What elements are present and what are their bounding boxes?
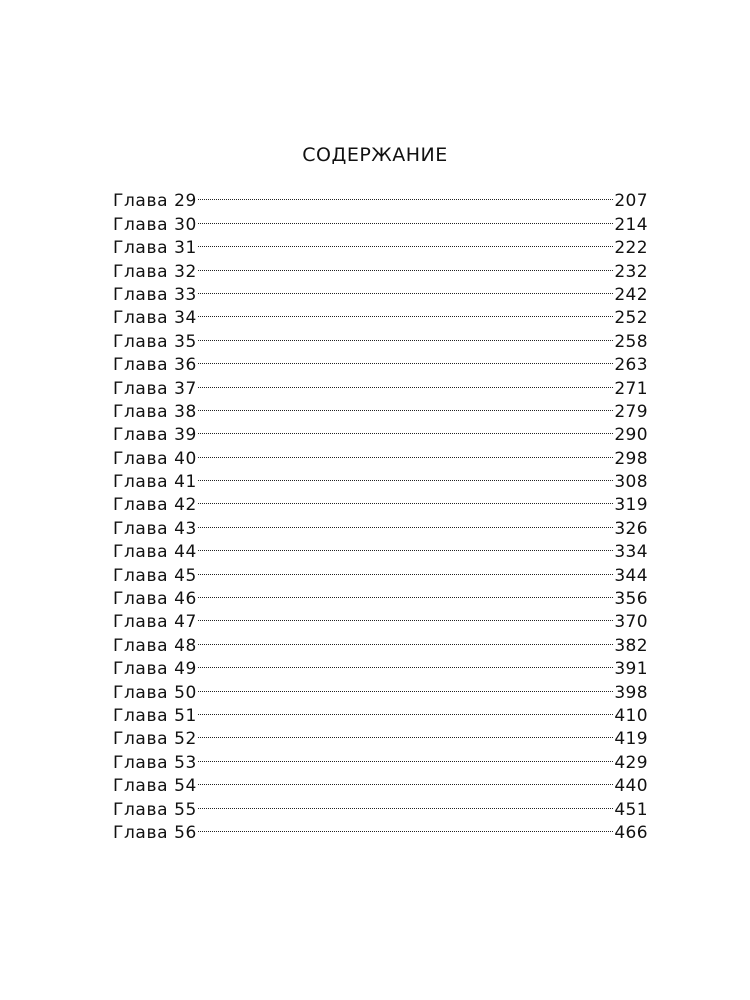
toc-entry-page-number: 271 (614, 378, 648, 399)
dot-leader (198, 183, 613, 206)
toc-entry-page-number: 419 (614, 729, 648, 750)
toc-entry-label: Глава 30 (113, 214, 197, 235)
toc-entry-label: Глава 33 (113, 284, 197, 305)
toc-entry-page-number: 334 (614, 542, 648, 563)
dot-leader (198, 674, 613, 697)
toc-entry-page-number: 326 (614, 518, 648, 539)
dot-leader (198, 300, 613, 323)
toc-entry-page-number: 222 (614, 238, 648, 259)
dot-leader (198, 253, 613, 276)
toc-entry-label: Глава 46 (113, 589, 197, 610)
toc-entry-label: Глава 50 (113, 682, 197, 703)
toc-entry-label: Глава 37 (113, 378, 197, 399)
toc-entry (113, 183, 648, 212)
dot-leader (198, 721, 613, 744)
toc-entry-page-number: 451 (614, 799, 648, 820)
dot-leader (198, 534, 613, 557)
toc-entry-page-number: 252 (614, 308, 648, 329)
toc-entry-label: Глава 38 (113, 401, 197, 422)
dot-leader (198, 230, 613, 253)
toc-entry-label: Глава 31 (113, 238, 197, 259)
dot-leader (198, 487, 613, 510)
toc-entry-page-number: 279 (614, 401, 648, 422)
dot-leader (198, 323, 613, 346)
dot-leader (198, 651, 613, 674)
toc-entry-page-number: 344 (614, 565, 648, 586)
toc-entry-page-number: 356 (614, 589, 648, 610)
toc-entry-label: Глава 34 (113, 308, 197, 329)
toc-entry-page-number: 370 (614, 612, 648, 633)
dot-leader (198, 417, 613, 440)
toc-entry-label: Глава 44 (113, 542, 197, 563)
toc-title: СОДЕРЖАНИЕ (302, 144, 448, 166)
dot-leader (198, 440, 613, 463)
toc-entry-label: Глава 36 (113, 355, 197, 376)
toc-entry-page-number: 391 (614, 659, 648, 680)
toc-entry-label: Глава 52 (113, 729, 197, 750)
toc-entry-label: Глава 41 (113, 472, 197, 493)
toc-entry-page-number: 398 (614, 682, 648, 703)
toc-entry-label: Глава 42 (113, 495, 197, 516)
toc-entry-page-number: 207 (614, 191, 648, 212)
dot-leader (198, 510, 613, 533)
dot-leader (198, 557, 613, 580)
toc-entry-label: Глава 39 (113, 425, 197, 446)
dot-leader (198, 370, 613, 393)
dot-leader (198, 768, 613, 791)
toc-entry-label: Глава 48 (113, 635, 197, 656)
toc-entry-page-number: 214 (614, 214, 648, 235)
toc-entry-label: Глава 54 (113, 776, 197, 797)
toc-entry-page-number: 263 (614, 355, 648, 376)
dot-leader (198, 206, 613, 229)
dot-leader (198, 604, 613, 627)
toc-entry-page-number: 232 (614, 261, 648, 282)
toc-entry-page-number: 466 (614, 822, 648, 843)
dot-leader (198, 464, 613, 487)
toc-entry-label: Глава 29 (113, 191, 197, 212)
dot-leader (198, 698, 613, 721)
dot-leader (198, 394, 613, 417)
toc-entry-page-number: 290 (614, 425, 648, 446)
dot-leader (198, 815, 613, 838)
toc-entry-label: Глава 56 (113, 822, 197, 843)
toc-entry-label: Глава 51 (113, 705, 197, 726)
toc-entry-page-number: 382 (614, 635, 648, 656)
dot-leader (198, 791, 613, 814)
toc-entry-page-number: 319 (614, 495, 648, 516)
toc-entry-page-number: 242 (614, 284, 648, 305)
toc-entry-page-number: 440 (614, 776, 648, 797)
toc-entry-label: Глава 45 (113, 565, 197, 586)
toc-entry-label: Глава 32 (113, 261, 197, 282)
toc-entry-label: Глава 53 (113, 752, 197, 773)
dot-leader (198, 744, 613, 767)
toc-entry-page-number: 410 (614, 705, 648, 726)
toc-entry-page-number: 258 (614, 331, 648, 352)
toc-entry-page-number: 429 (614, 752, 648, 773)
dot-leader (198, 627, 613, 650)
dot-leader (198, 347, 613, 370)
dot-leader (198, 277, 613, 300)
toc-entry-label: Глава 47 (113, 612, 197, 633)
table-of-contents (113, 183, 648, 843)
toc-entry-label: Глава 43 (113, 518, 197, 539)
toc-entry-page-number: 308 (614, 472, 648, 493)
toc-entry-label: Глава 35 (113, 331, 197, 352)
dot-leader (198, 581, 613, 604)
toc-entry-page-number: 298 (614, 448, 648, 469)
toc-entry-label: Глава 55 (113, 799, 197, 820)
toc-entry-label: Глава 40 (113, 448, 197, 469)
toc-entry-label: Глава 49 (113, 659, 197, 680)
